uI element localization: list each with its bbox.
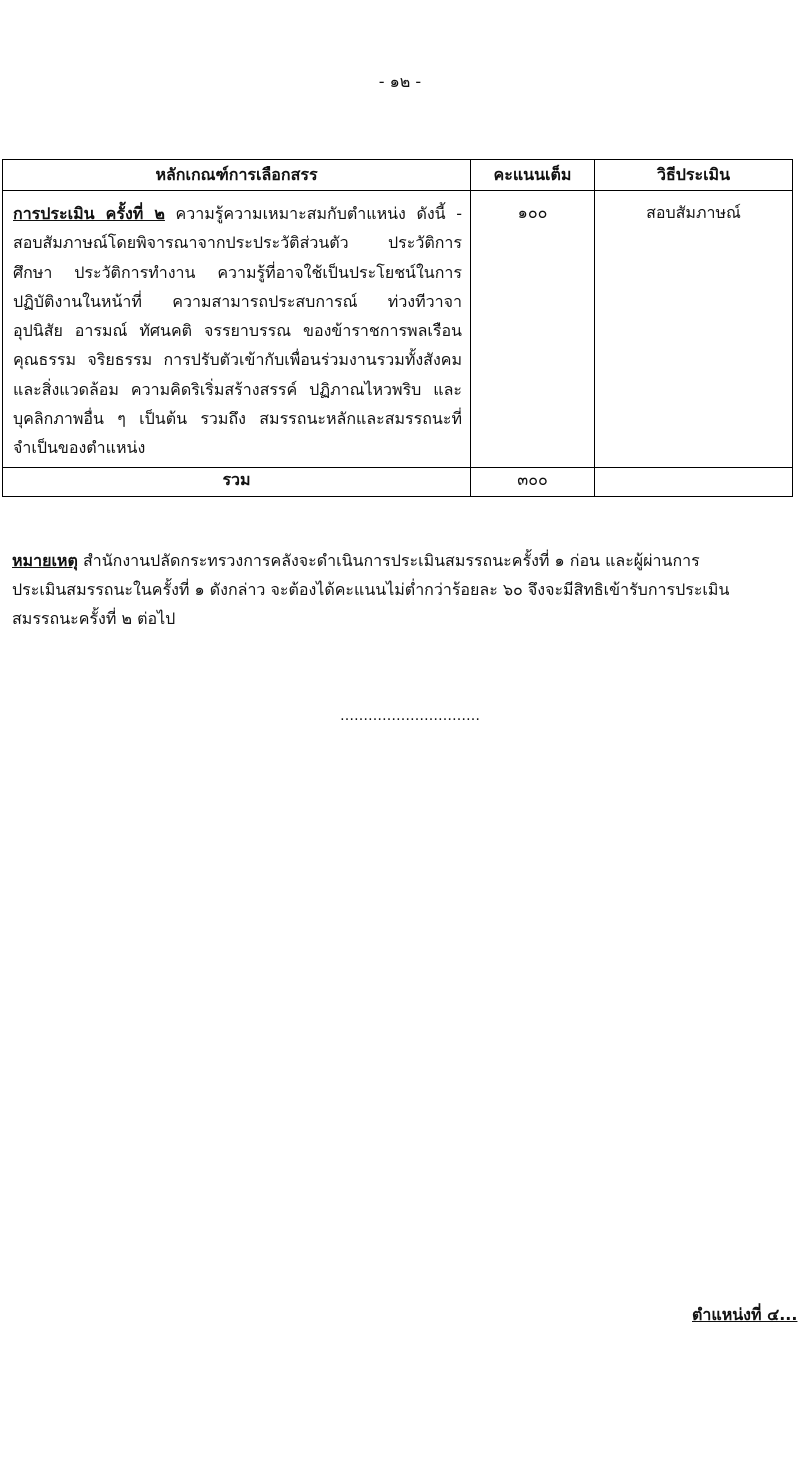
separator-dots: ………………………… [340,708,480,724]
note-line-3: สมรรถนะครั้งที่ ๒ ต่อไป [12,609,176,628]
table-header-row [3,160,793,191]
criteria-text: ความรู้ความเหมาะสมกับตำแหน่ง ดังนี้ - สอบสัมภาษณ์โดยพิจารณาจากประประวัติส่วนตัว ประวัติการศึกษา ประวัติการทำงาน ความรู้ที่อาจใช้เป็นประโยชน์ในการปฏิบัติงานในหน้าที่ ความสามารถประสบการณ์ ท่วงทีวาจา อุปนิสัย อารมณ์ ทัศนคติ จรรยาบรรณ ของข้าราชการพลเรือน คุณธรรม จริยธรรม การปรับตัวเข้ากับเพื่อนร่วมงานรวมทั้งสังคมและสิ่งแวดล้อม ความคิดริเริ่มสร้างสรรค์ ปฏิภาณไหวพริบ และบุคลิกภาพอื่น ๆ เป็นต้น รวมถึง สมรรถนะหลักและสมรรถนะที่จำเป็นของตำแหน่ง [13,204,463,458]
score-cell: ๑๐๐ [471,191,595,468]
header-criteria: หลักเกณฑ์การเลือกสรร [3,160,471,191]
table-row [3,191,793,468]
note-block [12,546,800,633]
criteria-table [2,159,793,497]
total-row [3,467,793,496]
note-label: หมายเหตุ [12,551,78,570]
note-line-1 [12,546,800,575]
total-score: ๓๐๐ [471,467,595,496]
criteria-cell [3,191,471,468]
header-method: วิธีประเมิน [595,160,793,191]
total-label: รวม [3,467,471,496]
next-section-heading: ตำแหน่งที่ ๔... [692,1305,798,1324]
note-line-1-text: สำนักงานปลัดกระทรวงการคลังจะดำเนินการประเมินสมรรถนะครั้งที่ ๑ ก่อน และผู้ผ่านการ [77,551,700,570]
header-full-score: คะแนนเต็ม [471,160,595,191]
criteria-title: การประเมิน ครั้งที่ ๒ [13,204,165,223]
note-line-2: ประเมินสมรรถนะในครั้งที่ ๑ ดังกล่าว จะต้องได้คะแนนไม่ต่ำกว่าร้อยละ ๖๐ จึงจะมีสิทธิเข้ารับการประเมิน [12,580,730,599]
total-method-empty [595,467,793,496]
method-cell: สอบสัมภาษณ์ [595,191,793,468]
page-number: - ๑๒ - [378,72,422,91]
